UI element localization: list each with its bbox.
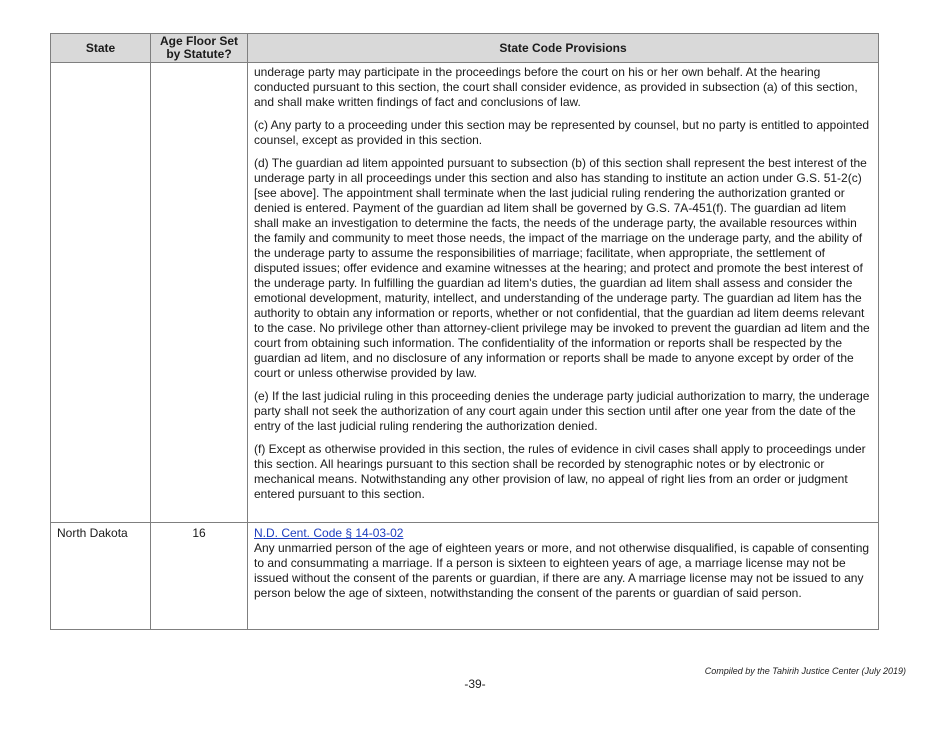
age-floor-cell [151, 63, 248, 523]
state-cell: North Dakota [51, 523, 151, 630]
statute-citation-link[interactable]: N.D. Cent. Code § 14-03-02 [254, 526, 404, 540]
provision-text: Any unmarried person of the age of eighteen years or more, and not otherwise disqualified, is capable of consenting to and consummating a marriage. If a person is sixteen to eighteen years of age, a marriage license may not be issued without the consent of the parents or guardian, if there are any. A marriage license may not be issued to any person below the age of sixteen, notwithstanding the consent of the parents or guardian of said person. [254, 541, 870, 600]
state-cell [51, 63, 151, 523]
provision-paragraph: underage party may participate in the proceedings before the court on his or her own behalf. At the hearing conducted pursuant to this section, the court shall consider evidence, as provided in subsection (a) of this section, and shall make written findings of fact and conclusions of law. [254, 65, 858, 109]
table-row [51, 63, 879, 523]
provision-paragraph: (f) Except as otherwise provided in this section, the rules of evidence in civil cases shall apply to proceedings under this section. All hearings pursuant to this section shall be recorded by stenographic notes or by electronic or mechanical means. Notwithstanding any other provision of law, no appeal of right lies from an order or judgment entered pursuant to this section. [254, 442, 866, 501]
provision-paragraph: (c) Any party to a proceeding under this section may be represented by counsel, but no party is entitled to appointed counsel, except as provided in this section. [254, 118, 870, 147]
page-number: -39- [464, 677, 486, 691]
compiled-by-credit: Compiled by the Tahirih Justice Center (July 2019) [704, 666, 906, 676]
header-state: State [51, 34, 151, 63]
header-provisions: State Code Provisions [248, 34, 879, 63]
provision-paragraph: (e) If the last judicial ruling in this proceeding denies the underage party judicial authorization to marry, the underage party shall not seek the authorization of any court again under this section until after one year from the date of the entry of the last judicial ruling rendering the authorization denied. [254, 389, 870, 433]
header-age-floor: Age Floor Set by Statute? [151, 34, 248, 63]
provisions-cell [248, 523, 879, 630]
statute-table [50, 33, 879, 630]
provisions-cell [248, 63, 879, 523]
table-header-row [51, 34, 879, 63]
age-floor-cell: 16 [151, 523, 248, 630]
provision-paragraph: (d) The guardian ad litem appointed pursuant to subsection (b) of this section shall represent the best interest of the underage party in all proceedings under this section and also has standing to institute an action under G.S. 51-2(c) [see above]. The appointment shall terminate when the last judicial ruling rendering the authorization granted or denied is entered. Payment of the guardian ad litem shall be governed by G.S. 7A-451(f). The guardian ad litem shall make an investigation to determine the facts, the needs of the underage party, the available resources within the family and community to meet those needs, the impact of the marriage on the underage party, and the ability of the underage party to assume the responsibilities of marriage; facilitate, when appropriate, the settlement of disputed issues; offer evidence and examine witnesses at the hearing; and protect and promote the best interest of the underage party. In fulfilling the guardian ad litem's duties, the guardian ad litem shall assess and consider the emotional development, maturity, intellect, and understanding of the underage party. The guardian ad litem has the authority to obtain any information or reports, whether or not confidential, that the guardian ad litem deems relevant to the case. No privilege other than attorney-client privilege may be invoked to prevent the guardian ad litem and the court from obtaining such information. The confidentiality of the information or reports shall be respected by the guardian ad litem, and no disclosure of any information or reports shall be made to anyone except by order of the court or unless otherwise provided by law. [254, 156, 870, 380]
table-row [51, 523, 879, 630]
